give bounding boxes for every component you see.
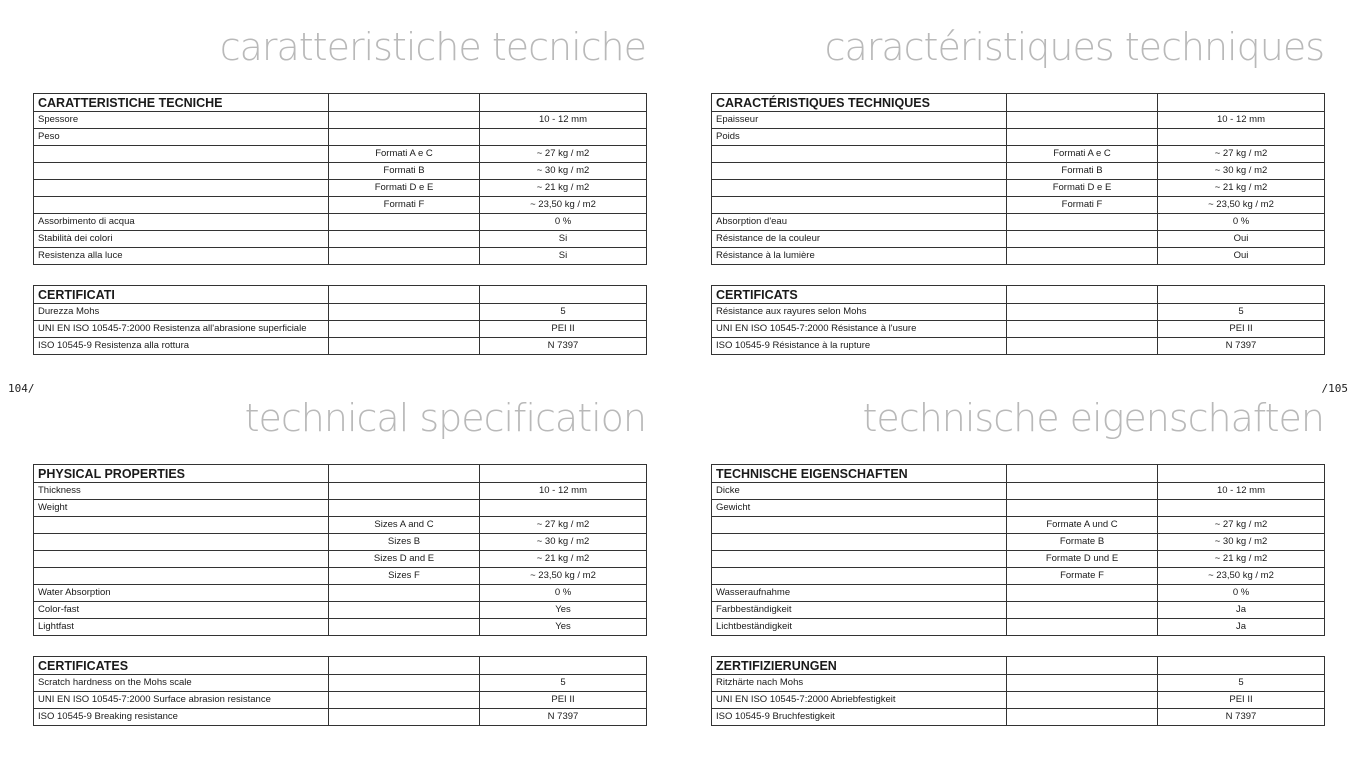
row-value: 5 <box>1158 675 1325 692</box>
section-it <box>33 25 646 360</box>
table-row <box>34 517 647 534</box>
row-sublabel <box>329 248 480 265</box>
row-value: ~ 30 kg / m2 <box>480 534 647 551</box>
table-header-cell <box>329 657 480 675</box>
table-header-row <box>34 94 647 112</box>
table-header-cell <box>1007 286 1158 304</box>
row-sublabel <box>329 231 480 248</box>
row-value: N 7397 <box>480 338 647 355</box>
row-label: ISO 10545-9 Resistenza alla rottura <box>34 338 329 355</box>
row-value: PEI II <box>480 692 647 709</box>
row-sublabel <box>1007 602 1158 619</box>
table-header-cell <box>480 94 647 112</box>
row-value: ~ 21 kg / m2 <box>480 551 647 568</box>
row-value: Yes <box>480 619 647 636</box>
row-sublabel <box>1007 483 1158 500</box>
row-value: Oui <box>1158 248 1325 265</box>
row-value: ~ 23,50 kg / m2 <box>480 197 647 214</box>
table-header-title: TECHNISCHE EIGENSCHAFTEN <box>712 465 1007 483</box>
table-header-row <box>712 465 1325 483</box>
row-sublabel: Sizes F <box>329 568 480 585</box>
row-value: 10 - 12 mm <box>480 112 647 129</box>
row-label <box>34 568 329 585</box>
row-label: UNI EN ISO 10545-7:2000 Abriebfestigkeit <box>712 692 1007 709</box>
row-sublabel <box>329 675 480 692</box>
row-value: 0 % <box>1158 214 1325 231</box>
table-header-title: PHYSICAL PROPERTIES <box>34 465 329 483</box>
row-sublabel: Formati D e E <box>1007 180 1158 197</box>
row-sublabel <box>1007 675 1158 692</box>
row-label: Farbbeständigkeit <box>712 602 1007 619</box>
table-row <box>34 304 647 321</box>
table-row <box>712 338 1325 355</box>
table-header-cell <box>1158 94 1325 112</box>
row-sublabel <box>1007 321 1158 338</box>
row-label: Poids <box>712 129 1007 146</box>
row-value: Si <box>480 248 647 265</box>
row-value: ~ 21 kg / m2 <box>1158 551 1325 568</box>
row-value: ~ 23,50 kg / m2 <box>480 568 647 585</box>
row-sublabel <box>1007 112 1158 129</box>
page-number-left: 104/ <box>8 382 35 395</box>
row-sublabel <box>1007 338 1158 355</box>
row-value: 5 <box>480 675 647 692</box>
row-sublabel <box>329 500 480 517</box>
table-row <box>34 197 647 214</box>
table-row <box>712 709 1325 726</box>
row-value: ~ 21 kg / m2 <box>480 180 647 197</box>
table-row <box>34 619 647 636</box>
row-value: ~ 27 kg / m2 <box>1158 517 1325 534</box>
row-label: Resistenza alla luce <box>34 248 329 265</box>
row-value: PEI II <box>1158 321 1325 338</box>
row-label <box>712 180 1007 197</box>
table-row <box>34 129 647 146</box>
table-header-row <box>34 657 647 675</box>
row-value: PEI II <box>1158 692 1325 709</box>
row-label: Weight <box>34 500 329 517</box>
row-label <box>34 534 329 551</box>
row-label <box>34 517 329 534</box>
table-row <box>34 551 647 568</box>
table-row <box>712 248 1325 265</box>
table-row <box>712 619 1325 636</box>
row-label <box>712 551 1007 568</box>
table-header-cell <box>1158 286 1325 304</box>
section-title: technische eigenschaften <box>862 396 1324 440</box>
row-value: N 7397 <box>1158 338 1325 355</box>
row-sublabel: Formati F <box>329 197 480 214</box>
table-header-cell <box>329 286 480 304</box>
row-label: Water Absorption <box>34 585 329 602</box>
row-sublabel: Formati A e C <box>1007 146 1158 163</box>
table-row <box>712 551 1325 568</box>
row-label: Assorbimento di acqua <box>34 214 329 231</box>
table-row <box>34 534 647 551</box>
row-sublabel: Formati B <box>329 163 480 180</box>
properties-table <box>33 93 647 265</box>
row-label: Scratch hardness on the Mohs scale <box>34 675 329 692</box>
table-row <box>712 517 1325 534</box>
row-value: ~ 23,50 kg / m2 <box>1158 568 1325 585</box>
table-row <box>34 675 647 692</box>
row-label: ISO 10545-9 Breaking resistance <box>34 709 329 726</box>
certificates-table <box>711 656 1325 726</box>
row-label: Spessore <box>34 112 329 129</box>
row-sublabel <box>1007 304 1158 321</box>
row-label: Stabilità dei colori <box>34 231 329 248</box>
row-label: Lightfast <box>34 619 329 636</box>
table-row <box>712 146 1325 163</box>
certificates-table <box>33 656 647 726</box>
table-header-row <box>34 465 647 483</box>
row-value: ~ 27 kg / m2 <box>1158 146 1325 163</box>
properties-table <box>711 464 1325 636</box>
row-label: UNI EN ISO 10545-7:2000 Resistenza all'abrasione superficiale <box>34 321 329 338</box>
table-row <box>34 112 647 129</box>
table-row <box>712 483 1325 500</box>
row-value <box>480 129 647 146</box>
table-row <box>712 197 1325 214</box>
table-row <box>34 602 647 619</box>
row-label: Color-fast <box>34 602 329 619</box>
row-value: 10 - 12 mm <box>480 483 647 500</box>
table-header-cell <box>480 657 647 675</box>
table-row <box>712 500 1325 517</box>
table-header-row <box>34 286 647 304</box>
row-value: Ja <box>1158 602 1325 619</box>
section-en <box>33 396 646 731</box>
table-row <box>34 338 647 355</box>
row-sublabel <box>329 602 480 619</box>
row-sublabel <box>1007 709 1158 726</box>
row-sublabel <box>329 214 480 231</box>
table-header-cell <box>1158 657 1325 675</box>
row-sublabel <box>1007 619 1158 636</box>
row-value: ~ 27 kg / m2 <box>480 146 647 163</box>
row-label <box>34 197 329 214</box>
table-row <box>712 568 1325 585</box>
row-value <box>1158 129 1325 146</box>
row-value: ~ 30 kg / m2 <box>1158 163 1325 180</box>
row-label <box>34 180 329 197</box>
row-value <box>1158 500 1325 517</box>
row-label: Epaisseur <box>712 112 1007 129</box>
table-row <box>712 214 1325 231</box>
row-sublabel: Sizes D and E <box>329 551 480 568</box>
row-sublabel: Formate B <box>1007 534 1158 551</box>
row-value: N 7397 <box>480 709 647 726</box>
section-de <box>711 396 1324 731</box>
table-header-cell <box>1007 465 1158 483</box>
row-label: Gewicht <box>712 500 1007 517</box>
table-row <box>712 304 1325 321</box>
certificates-table <box>711 285 1325 355</box>
row-value: Si <box>480 231 647 248</box>
table-row <box>34 568 647 585</box>
row-sublabel <box>329 112 480 129</box>
row-label: Lichtbeständigkeit <box>712 619 1007 636</box>
properties-table <box>711 93 1325 265</box>
row-label: Durezza Mohs <box>34 304 329 321</box>
table-header-title: CERTIFICATS <box>712 286 1007 304</box>
row-label: Absorption d'eau <box>712 214 1007 231</box>
row-label <box>712 534 1007 551</box>
section-title: caratteristiche tecniche <box>219 25 646 69</box>
section-title: technical specification <box>244 396 646 440</box>
row-sublabel <box>1007 214 1158 231</box>
row-label: Wasseraufnahme <box>712 585 1007 602</box>
table-row <box>712 692 1325 709</box>
table-header-cell <box>329 465 480 483</box>
row-value: 5 <box>480 304 647 321</box>
row-value: Ja <box>1158 619 1325 636</box>
table-row <box>712 231 1325 248</box>
certificates-table <box>33 285 647 355</box>
row-value: 0 % <box>480 214 647 231</box>
row-sublabel <box>1007 500 1158 517</box>
row-label <box>712 146 1007 163</box>
table-row <box>712 163 1325 180</box>
table-row <box>712 321 1325 338</box>
page-number-right: /105 <box>1321 382 1348 395</box>
row-sublabel <box>329 585 480 602</box>
row-label: Dicke <box>712 483 1007 500</box>
table-header-row <box>712 286 1325 304</box>
row-value: ~ 30 kg / m2 <box>480 163 647 180</box>
row-label: ISO 10545-9 Résistance à la rupture <box>712 338 1007 355</box>
table-header-cell <box>480 465 647 483</box>
table-header-title: CERTIFICATES <box>34 657 329 675</box>
table-row <box>712 585 1325 602</box>
row-label <box>712 163 1007 180</box>
table-row <box>34 321 647 338</box>
table-row <box>34 585 647 602</box>
table-header-cell <box>1007 94 1158 112</box>
table-row <box>712 675 1325 692</box>
row-label: Résistance à la lumière <box>712 248 1007 265</box>
table-header-title: CARATTERISTICHE TECNICHE <box>34 94 329 112</box>
table-row <box>712 112 1325 129</box>
table-header-cell <box>329 94 480 112</box>
table-row <box>34 180 647 197</box>
table-row <box>34 692 647 709</box>
row-value: ~ 30 kg / m2 <box>1158 534 1325 551</box>
row-sublabel <box>329 338 480 355</box>
table-row <box>34 163 647 180</box>
row-label: UNI EN ISO 10545-7:2000 Résistance à l'usure <box>712 321 1007 338</box>
row-label: Thickness <box>34 483 329 500</box>
row-label: UNI EN ISO 10545-7:2000 Surface abrasion resistance <box>34 692 329 709</box>
table-row <box>34 248 647 265</box>
row-label <box>34 551 329 568</box>
row-label <box>34 163 329 180</box>
table-header-row <box>712 94 1325 112</box>
table-row <box>34 231 647 248</box>
row-value: 10 - 12 mm <box>1158 112 1325 129</box>
row-label <box>712 568 1007 585</box>
row-value <box>480 500 647 517</box>
row-value: Yes <box>480 602 647 619</box>
row-value: ~ 23,50 kg / m2 <box>1158 197 1325 214</box>
row-sublabel <box>1007 231 1158 248</box>
table-header-row <box>712 657 1325 675</box>
row-sublabel: Formati F <box>1007 197 1158 214</box>
table-row <box>712 534 1325 551</box>
row-label: ISO 10545-9 Bruchfestigkeit <box>712 709 1007 726</box>
row-value: 5 <box>1158 304 1325 321</box>
row-sublabel <box>329 483 480 500</box>
table-row <box>712 602 1325 619</box>
row-sublabel <box>329 619 480 636</box>
row-sublabel: Sizes B <box>329 534 480 551</box>
row-label <box>34 146 329 163</box>
row-label <box>712 197 1007 214</box>
row-label: Résistance aux rayures selon Mohs <box>712 304 1007 321</box>
row-sublabel <box>329 129 480 146</box>
section-title: caractéristiques techniques <box>824 25 1324 69</box>
row-sublabel <box>329 321 480 338</box>
table-row <box>34 709 647 726</box>
row-value: 0 % <box>1158 585 1325 602</box>
table-header-cell <box>1007 657 1158 675</box>
row-sublabel: Formate A und C <box>1007 517 1158 534</box>
table-header-title: CARACTÉRISTIQUES TECHNIQUES <box>712 94 1007 112</box>
row-sublabel <box>1007 692 1158 709</box>
table-row <box>712 129 1325 146</box>
table-header-title: ZERTIFIZIERUNGEN <box>712 657 1007 675</box>
table-row <box>34 483 647 500</box>
row-sublabel: Formate D und E <box>1007 551 1158 568</box>
section-fr <box>711 25 1324 360</box>
row-value: N 7397 <box>1158 709 1325 726</box>
row-sublabel <box>1007 248 1158 265</box>
row-value: 0 % <box>480 585 647 602</box>
table-row <box>34 146 647 163</box>
row-sublabel <box>1007 129 1158 146</box>
row-sublabel <box>329 304 480 321</box>
row-sublabel <box>329 709 480 726</box>
row-sublabel <box>329 692 480 709</box>
table-row <box>34 214 647 231</box>
properties-table <box>33 464 647 636</box>
row-sublabel: Formate F <box>1007 568 1158 585</box>
row-value: ~ 21 kg / m2 <box>1158 180 1325 197</box>
row-label <box>712 517 1007 534</box>
row-sublabel: Formati D e E <box>329 180 480 197</box>
row-value: PEI II <box>480 321 647 338</box>
row-sublabel: Formati B <box>1007 163 1158 180</box>
row-sublabel: Formati A e C <box>329 146 480 163</box>
table-row <box>712 180 1325 197</box>
row-value: 10 - 12 mm <box>1158 483 1325 500</box>
table-header-cell <box>1158 465 1325 483</box>
table-header-title: CERTIFICATI <box>34 286 329 304</box>
table-header-cell <box>480 286 647 304</box>
row-label: Résistance de la couleur <box>712 231 1007 248</box>
row-sublabel: Sizes A and C <box>329 517 480 534</box>
row-value: Oui <box>1158 231 1325 248</box>
row-label: Peso <box>34 129 329 146</box>
row-sublabel <box>1007 585 1158 602</box>
row-label: Ritzhärte nach Mohs <box>712 675 1007 692</box>
table-row <box>34 500 647 517</box>
row-value: ~ 27 kg / m2 <box>480 517 647 534</box>
